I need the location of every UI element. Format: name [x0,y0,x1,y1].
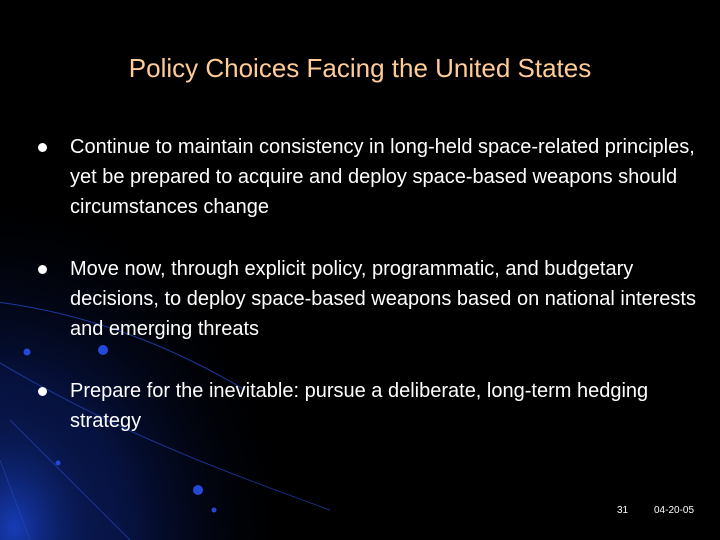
bullet-item [38,254,698,344]
decorative-node [193,485,203,495]
slide-date: 04-20-05 [654,505,695,516]
bullet-text: Continue to maintain consistency in long-held space-related principles, yet be prepared to acquire and deploy space-based weapons should circumstances change [70,136,695,218]
bullet-icon [38,387,47,396]
bullet-icon [38,143,47,152]
bullet-text: Prepare for the inevitable: pursue a deliberate, long-term hedging strategy [70,380,649,432]
decorative-node [212,508,217,513]
bullet-item [38,132,698,222]
bullet-icon [38,265,47,274]
bullet-item [38,376,698,436]
bullet-text: Move now, through explicit policy, programmatic, and budgetary decisions, to deploy space-based weapons based on national interests and emerging threats [70,258,696,340]
page-number: 31 [617,505,629,516]
decorative-node [24,349,31,356]
slide-title: Policy Choices Facing the United States [128,53,592,83]
bullet-list [38,132,698,468]
